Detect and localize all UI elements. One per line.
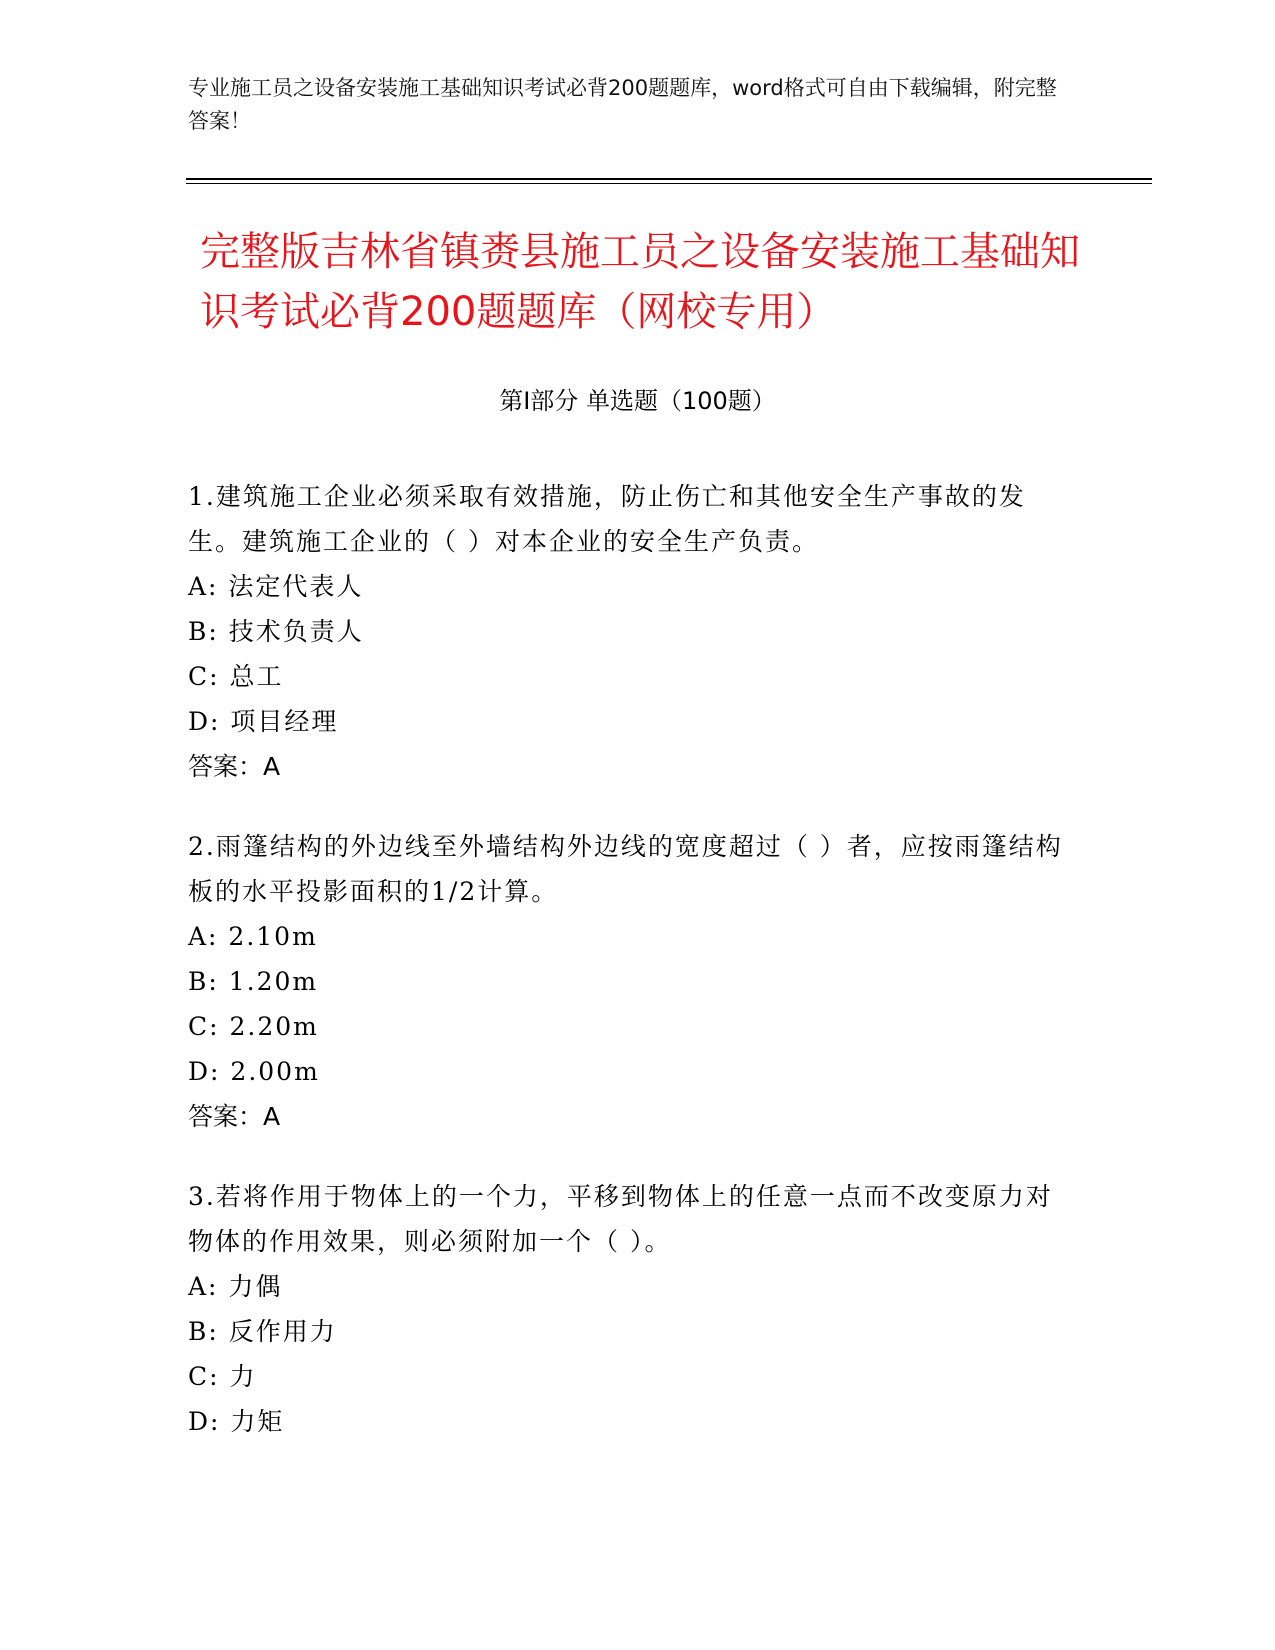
option-b: B: 技术负责人 (188, 617, 364, 646)
option-d: D: 力矩 (188, 1407, 285, 1436)
question-2 (188, 824, 1068, 1139)
question-1 (188, 474, 1068, 789)
question-stem: 2.雨篷结构的外边线至外墙结构外边线的宽度超过（ ）者，应按雨篷结构板的水平投影面积的1/2计算。 (188, 832, 1063, 906)
question-stem: 3.若将作用于物体上的一个力，平移到物体上的任意一点而不改变原力对物体的作用效果，则必须附加一个（ ）。 (188, 1182, 1053, 1256)
option-b: B: 反作用力 (188, 1317, 337, 1346)
section-title: 第Ⅰ部分 单选题（100题） (499, 387, 776, 415)
question-3 (188, 1174, 1068, 1444)
option-d: D: 2.00m (188, 1057, 320, 1086)
document-title: 完整版吉林省镇赉县施工员之设备安装施工基础知识考试必背200题题库（网校专用） (200, 229, 1080, 335)
option-d: D: 项目经理 (188, 707, 339, 736)
question-stem: 1.建筑施工企业必须采取有效措施，防止伤亡和其他安全生产事故的发生。建筑施工企业的（ ）对本企业的安全生产负责。 (188, 482, 1026, 556)
header-note: 专业施工员之设备安装施工基础知识考试必背200题题库，word格式可自由下载编辑，附完整答案！ (188, 76, 1057, 133)
header-divider-thick (186, 178, 1152, 180)
answer: 答案：A (188, 752, 281, 781)
answer: 答案：A (188, 1102, 281, 1131)
option-a: A: 法定代表人 (188, 572, 364, 601)
option-c: C: 总工 (188, 662, 284, 691)
option-c: C: 力 (188, 1362, 257, 1391)
option-b: B: 1.20m (188, 967, 319, 996)
question-list (188, 474, 1068, 1479)
header-divider-thin (186, 183, 1152, 184)
option-a: A: 力偶 (188, 1272, 283, 1301)
option-c: C: 2.20m (188, 1012, 319, 1041)
option-a: A: 2.10m (188, 922, 318, 951)
